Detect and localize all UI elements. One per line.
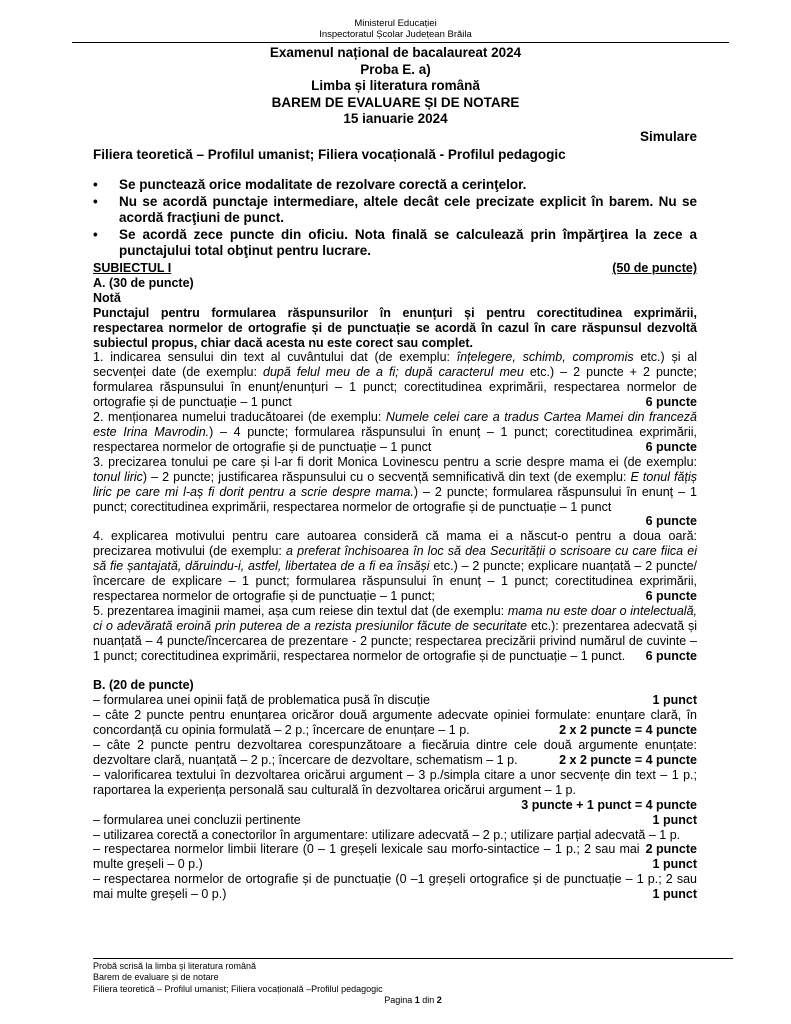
b-item: – câte 2 puncte pentru dezvoltarea corespunzătoare a fiecăruia dintre cele două argumente enunțate: dezvoltare clară, nuanțată – 2 p.; încercare de dezvoltare, schematism – 1 p. 2 x 2 puncte = 4 puncte [93,738,697,767]
section-b-heading: B. (20 de puncte) [93,678,194,693]
simulare-label: Simulare [639,129,697,144]
b-item-score: 1 punct [652,812,697,827]
b-item-score: 3 puncte + 1 punct = 4 puncte [521,797,697,812]
item-4: 4. explicarea motivului pentru care autoarea consideră că mama ei a născut-o pentru a doua oară: precizarea motivului (de exemplu: a preferat închisoarea în loc să dea Securității o scrisoare cu care fiica ei să fie șantajată, dăruindu-i, astfel, libertatea de a fi ea însăși etc.) – 2 puncte; explicare nuanțată – 2 puncte/încercare de explicare – 1 punct; formularea răspunsului în enunț – 1 punct; corectitudinea exprimării, respectarea normelor de ortografie și de punctuație – 1 punct; 6 puncte [93,529,698,603]
rule-item: • Se acordă zece puncte din oficiu. Nota finală se calculează prin împărţirea la zece a punctajului total obţinut pentru lucrare. [93,226,697,258]
bullet-icon: • [93,226,98,242]
b-item: – câte 2 puncte pentru enunțarea oricăror două argumente adecvate opiniei formulate: enunțare clară, în concordanță cu opinia formulată – 2 p.; încercare de enunțare – 1 p. 2 x 2 puncte = 4 puncte [93,708,697,738]
nota-text: Punctajul pentru formularea răspunsurilor în enunțuri și pentru corectitudinea exprimării, respectarea normelor de ortografie și de punctuație se acordă în cazul în care răspunsul dezvoltă subiectul propus, chiar dacă acesta nu este corect sau complet. [93,305,697,350]
footer-line-3: Filiera teoretică – Profilul umanist; Filiera vocațională –Profilul pedagogic [93,983,383,994]
bullet-icon: • [93,193,98,209]
b-item-score: 2 x 2 puncte = 4 puncte [559,723,697,738]
b-item: – valorificarea textului în dezvoltarea oricărui argument – 3 p./simpla citare a unor secvențe din text – 1 p.; raportarea la experiența personală sau culturală în dezvoltarea oricărui argument – 1 p. [93,767,697,797]
item-score: 6 puncte [645,588,697,603]
exam-subject: Limba și literatura română [311,78,480,93]
bullet-icon: • [93,177,98,192]
exam-title: Examenul național de bacalaureat 2024 [269,45,522,60]
footer-line-2: Barem de evaluare și de notare [93,972,219,983]
rule-item: • Se punctează orice modalitate de rezolvare corectă a cerinţelor. [93,177,527,192]
item-3: 3. precizarea tonului pe care și l-ar fi dorit Monica Lovinescu pentru a scrie despre mama ei (de exemplu: tonul liric) – 2 puncte; justificarea răspunsului cu o secvență semnificativă din text (de exemplu: E tonul fățiș liric pe care mi l-aș fi dorit pentru a scrie despre mama.) – 2 puncte; formularea răspunsului în enunț – 1 punct; corectitudinea exprimării, respectarea normelor de ortografie și de punctuație – 1 punct [93,454,697,514]
general-rules-list [93,177,697,260]
b-item: – respectarea normelor limbii literare (0 – 1 greșeli lexicale sau morfo-sintactice – 1 p.; 2 sau mai multe greșeli – 0 p.) 1 punct [93,842,697,872]
subject-points: (50 de puncte) [612,261,697,275]
document-header [0,18,791,40]
ministry-name: Ministerul Educației [354,18,437,29]
b-item-score: 2 puncte [645,842,697,857]
item-5: 5. prezentarea imaginii mamei, așa cum reiese din textul dat (de exemplu: mama nu este doar o intelectuală, ci o adevărată eroină prin puterea de a rezista presiunilor făcute de securitate etc.): prezentarea adecvată și nuanțată – 4 puncte/încercarea de prezentare - 2 puncte; respectarea precizării privind numărul de cuvinte – 1 punct; corectitudinea exprimării, respectarea normelor de ortografie și de punctuație – 1 punct. 6 puncte [93,603,697,663]
rule-item: • Nu se acordă punctaje intermediare, altele decât cele precizate explicit în barem. Nu se acordă fracţiuni de punct. [93,193,697,225]
item-score: 6 puncte [645,514,697,529]
exam-date: 15 ianuarie 2024 [343,111,448,126]
subject-heading [93,261,697,276]
page-number: Pagina 1 din 2 [384,994,442,1005]
footer-line-1: Probă scrisă la limba și literatura română [93,961,257,971]
subject-title: SUBIECTUL I [93,261,172,275]
b-item-score: 2 x 2 puncte = 4 puncte [559,753,697,767]
footer-divider [93,958,733,959]
b-item-score: 1 punct [652,693,697,708]
item-score: 6 puncte [645,439,697,454]
b-item: – utilizarea corectă a conectorilor în argumentare: utilizare adecvată – 2 p.; utilizare parțial adecvată – 1 p. 2 puncte [93,827,697,857]
b-item-score: 1 punct [652,857,697,872]
b-item: 1 punct – formularea unei concluzii pertinente [93,812,697,827]
section-a-heading: A. (30 de puncte) [93,275,194,290]
item-score: 6 puncte [645,648,697,663]
nota-label: Notă [93,290,121,305]
filiera-line: Filiera teoretică – Profilul umanist; Filiera vocațională - Profilul pedagogic [93,147,566,162]
document-footer [93,961,733,1006]
b-item: – respectarea normelor de ortografie și de punctuație (0 –1 greșeli ortografice și de punctuație – 1 p.; 2 sau mai multe greșeli – 0 p.) 1 punct [93,872,697,902]
exam-proba: Proba E. a) [360,61,431,77]
header-divider [72,42,729,43]
main-content [93,261,697,902]
item-score: 6 puncte [645,395,697,410]
item-2: 2. menționarea numelui traducătoarei (de exemplu: Numele celei care a tradus Cartea Mamei din franceză este Irina Mavrodin.) – 4 puncte; formularea răspunsului în enunț – 1 punct; corectitudinea exprimării, respectarea normelor de ortografie și de punctuație – 1 punct 6 puncte [93,410,697,454]
b-item-score: 1 punct [652,887,697,902]
b-item: 1 punct – formularea unei opinii față de problematica pusă în discuție [93,693,697,708]
inspectorate-name: Inspectoratul Școlar Județean Brăila [319,29,472,40]
barem-title: BAREM DE EVALUARE ȘI DE NOTARE [271,94,520,110]
title-block [0,45,791,128]
item-1: 1. indicarea sensului din text al cuvântului dat (de exemplu: înțelegere, schimb, compromis etc.) și al secvenței date (de exemplu: după felul meu de a fi; după caracterul meu etc.) – 2 puncte + 2 puncte; formularea răspunsului în enunț/enunțuri – 1 punct; corectitudinea exprimării, respectarea normelor de ortografie și de punctuație – 1 punct 6 puncte [93,350,697,410]
